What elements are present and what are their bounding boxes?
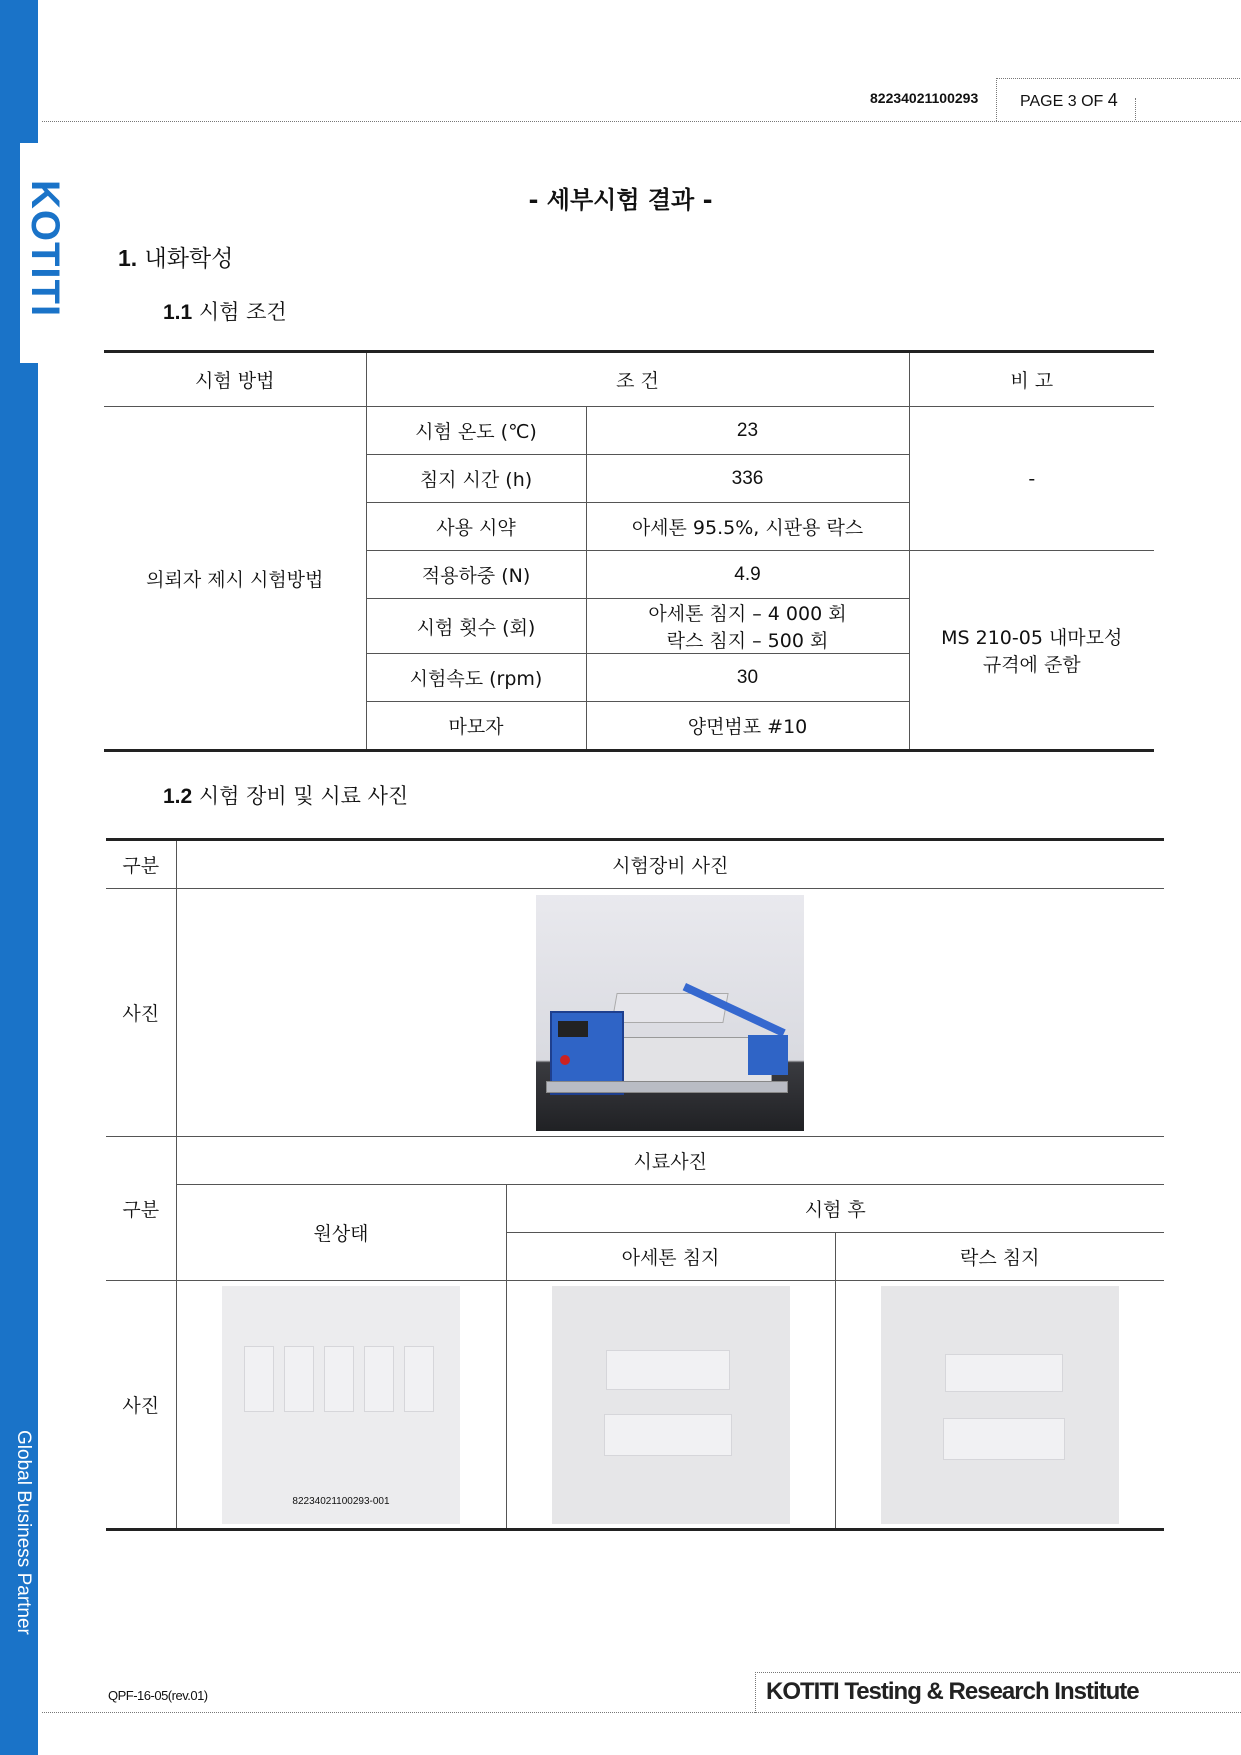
condition-label: 마모자	[366, 702, 586, 751]
photo-label: 사진	[106, 889, 176, 1137]
sample-strip	[404, 1346, 434, 1412]
condition-label: 시험속도 (rpm)	[366, 654, 586, 702]
kotiti-logo: KOTITI	[23, 180, 67, 318]
original-photo-cell	[176, 1281, 506, 1530]
acetone-sample-photo	[552, 1286, 790, 1524]
condition-value	[586, 599, 909, 654]
bleach-photo-cell	[835, 1281, 1164, 1530]
machine-base	[546, 1081, 788, 1093]
subsection-heading	[163, 780, 408, 810]
condition-label: 시험 온도 (℃)	[366, 407, 586, 455]
table-row	[106, 1281, 1164, 1530]
table-row	[106, 840, 1164, 889]
test-conditions-table	[104, 350, 1154, 752]
sample-strip	[364, 1346, 394, 1412]
equipment-header: 시험장비 사진	[176, 840, 1164, 889]
section-heading	[118, 240, 233, 273]
header-remarks: 비 고	[909, 352, 1154, 407]
category-label: 구분	[106, 1137, 176, 1281]
condition-value: 아세톤 95.5%, 시판용 락스	[586, 503, 909, 551]
condition-label: 적용하중 (N)	[366, 551, 586, 599]
category-label: 구분	[106, 840, 176, 889]
remark-line: 규격에 준함	[982, 654, 1081, 676]
remark-line: MS 210-05 내마모성	[941, 627, 1123, 649]
sample-strip	[604, 1414, 732, 1456]
remark-cell: -	[909, 407, 1154, 551]
subsection-label: 시험 장비 및 시료 사진	[198, 784, 409, 808]
after-test-header: 시험 후	[506, 1185, 1164, 1233]
section-number: 1.	[118, 245, 138, 271]
table-row	[106, 1137, 1164, 1185]
page-box-divider	[1135, 98, 1136, 120]
subsection-number: 1.1	[163, 301, 193, 324]
bleach-header: 락스 침지	[835, 1233, 1164, 1281]
method-cell: 의뢰자 제시 시험방법	[104, 407, 366, 751]
table-row	[106, 889, 1164, 1137]
form-code: QPF-16-05(rev.01)	[108, 1688, 208, 1703]
value-line: 락스 침지 – 500 회	[666, 630, 829, 652]
sample-header: 시료사진	[176, 1137, 1164, 1185]
brand-tagline: Global Business Partner	[13, 1430, 34, 1635]
photo-label: 사진	[106, 1281, 176, 1530]
condition-value: 30	[586, 654, 909, 702]
original-header: 원상태	[176, 1185, 506, 1281]
sample-strip	[606, 1350, 730, 1390]
condition-label: 시험 횟수 (회)	[366, 599, 586, 654]
sample-strip	[244, 1346, 274, 1412]
condition-label: 침지 시간 (h)	[366, 455, 586, 503]
subsection-number: 1.2	[163, 785, 193, 808]
condition-value: 4.9	[586, 551, 909, 599]
acetone-header: 아세톤 침지	[506, 1233, 835, 1281]
condition-label: 사용 시약	[366, 503, 586, 551]
condition-value: 23	[586, 407, 909, 455]
document-number: 82234021100293	[870, 90, 979, 106]
table-row	[106, 1185, 1164, 1233]
condition-value: 양면범포 #10	[586, 702, 909, 751]
page-prefix: PAGE 3 OF	[1020, 93, 1104, 110]
section-label: 내화학성	[144, 246, 234, 272]
machine-display	[558, 1021, 588, 1037]
machine-stop-button	[560, 1055, 570, 1065]
subsection-heading	[163, 296, 287, 326]
photos-table	[106, 838, 1164, 1531]
sample-strip	[943, 1418, 1065, 1460]
sample-strip	[324, 1346, 354, 1412]
acetone-photo-cell	[506, 1281, 835, 1530]
machine-side	[748, 1035, 788, 1075]
table-row	[104, 407, 1154, 455]
bleach-sample-photo	[881, 1286, 1119, 1524]
header-method: 시험 방법	[104, 352, 366, 407]
page-total: 4	[1107, 90, 1118, 110]
header-rule	[42, 121, 1241, 122]
header-condition: 조 건	[366, 352, 909, 407]
condition-value: 336	[586, 455, 909, 503]
subsection-label: 시험 조건	[198, 300, 287, 324]
table-header-row	[104, 352, 1154, 407]
institute-name: KOTITI Testing & Research Institute	[766, 1678, 1139, 1705]
remark-cell	[909, 551, 1154, 751]
sample-strip	[284, 1346, 314, 1412]
equipment-photo-cell	[176, 889, 1164, 1137]
page-title: - 세부시험 결과 -	[528, 186, 713, 214]
original-sample-photo	[222, 1286, 460, 1524]
sample-strip	[945, 1354, 1063, 1392]
sample-code: 82234021100293-001	[292, 1495, 390, 1507]
value-line: 아세톤 침지 – 4 000 회	[648, 603, 847, 625]
page-indicator	[1020, 90, 1118, 111]
test-machine-photo	[536, 895, 804, 1131]
footer-rule	[42, 1712, 1241, 1713]
